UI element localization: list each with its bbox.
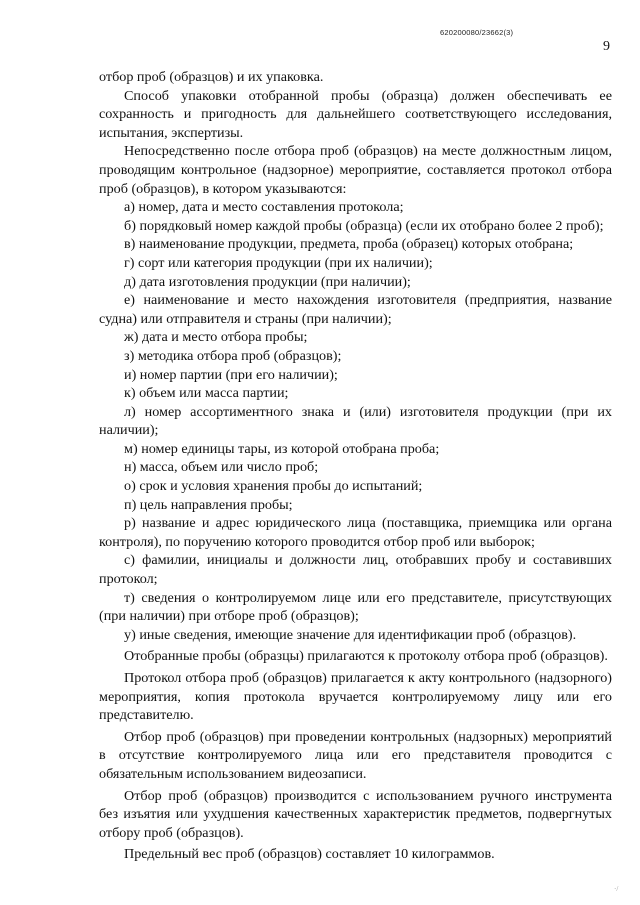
list-item: у) иные сведения, имеющие значение для идентификации проб (образцов). (124, 626, 577, 643)
paragraph: отбор проб (образцов) и их упаковка. (99, 69, 324, 85)
list-item: з) методика отбора проб (образцов); (124, 347, 342, 364)
document-body (99, 68, 612, 864)
list-item: м) номер единицы тары, из которой отобрана проба; (124, 440, 440, 457)
list-item: л) номер ассортиментного знака и (или) изготовителя продукции (при их наличии); (99, 403, 612, 439)
list-item: п) цель направления пробы; (124, 496, 293, 513)
list-item: р) название и адрес юридического лица (поставщика, приемщика или органа контроля), по поручению которого проводится отбор проб или выборок; (99, 515, 612, 550)
list-item: а) номер, дата и место составления протокола; (124, 199, 404, 216)
list-item: б) порядковый номер каждой пробы (образца) (если их отобрано более 2 проб); (124, 217, 604, 234)
paragraph: Отбор проб (образцов) производится с использованием ручного инструмента без изъятия или ухудшения качественных характеристик предметов, подвергнутых отбору проб (образцов). (99, 787, 612, 841)
paragraph: Отбор проб (образцов) при проведении контрольных (надзорных) мероприятий в отсутствие контролируемого лица или его представителя проводится с обязательным использованием видеозаписи. (99, 728, 612, 782)
list-item: к) объем или масса партии; (124, 385, 289, 402)
paragraph: Предельный вес проб (образцов) составляет 10 килограммов. (124, 846, 495, 863)
list-item: с) фамилии, инициалы и должности лиц, отобравших пробу и составивших протокол; (99, 552, 612, 588)
list-item: д) дата изготовления продукции (при наличии); (124, 273, 411, 290)
paragraph: Непосредственно после отбора проб (образцов) на месте должностным лицом, проводящим контрольное (надзорное) мероприятие, составляется протокол отбора проб (образцов), в котором указываются: (99, 143, 612, 197)
list-item: г) сорт или категория продукции (при их наличии); (124, 254, 433, 271)
list-item: т) сведения о контролируемом лице или его представителе, присутствующих (при наличии) при отборе проб (образцов); (99, 589, 612, 625)
list-item: о) срок и условия хранения пробы до испытаний; (124, 478, 423, 495)
paragraph: Отобранные пробы (образцы) прилагаются к протоколу отбора проб (образцов). (124, 648, 608, 665)
list-item: е) наименование и место нахождения изготовителя (предприятия, название судна) или отправителя и страны (при наличии); (99, 292, 612, 327)
list-item: и) номер партии (при его наличии); (124, 366, 338, 383)
list-item: н) масса, объем или число проб; (124, 459, 319, 476)
scan-mark: ·/ (614, 885, 619, 893)
list-item: ж) дата и место отбора пробы; (124, 329, 308, 346)
paragraph: Способ упаковки отобранной пробы (образца) должен обеспечивать ее сохранность и пригодность для дальнейшего соответствующего исследования, испытания, экспертизы. (99, 87, 612, 141)
paragraph: Протокол отбора проб (образцов) прилагается к акту контрольного (надзорного) мероприятия, копия протокола вручается контролируемому лицу или его представителю. (99, 670, 612, 724)
list-item: в) наименование продукции, предмета, проба (образец) которых отобрана; (124, 236, 574, 253)
document-id: 620200080/23662(3) (440, 28, 514, 37)
page-number: 9 (603, 39, 610, 54)
